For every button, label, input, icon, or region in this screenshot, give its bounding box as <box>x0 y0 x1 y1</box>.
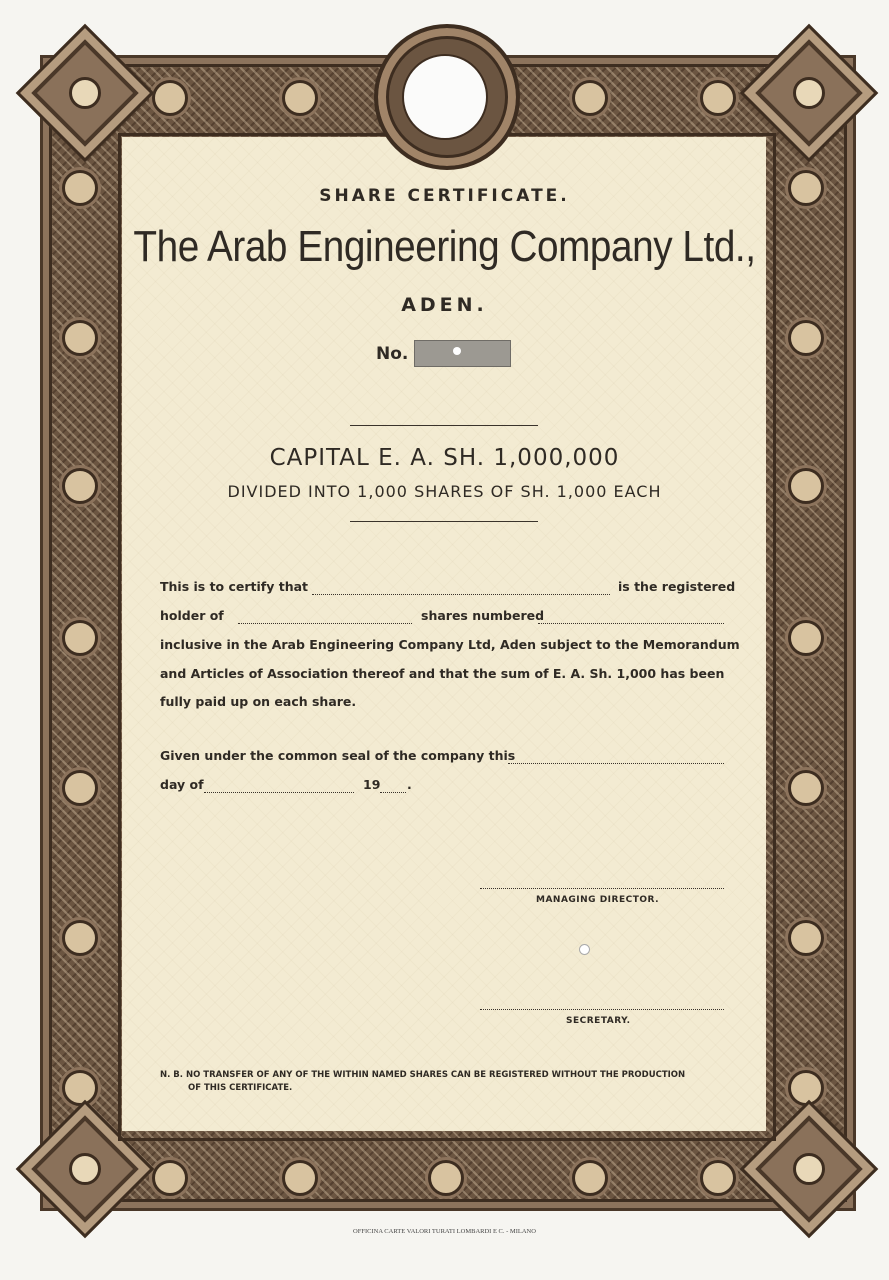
border-rosette-icon <box>152 80 188 116</box>
border-rosette-icon <box>788 320 824 356</box>
border-rosette-icon <box>62 320 98 356</box>
certificate-number-box <box>414 340 511 367</box>
holder-name-field[interactable] <box>312 594 610 595</box>
secretary-label: SECRETARY. <box>566 1016 631 1026</box>
certify-label: This is to certify that <box>160 579 309 594</box>
border-rosette-icon <box>62 1070 98 1106</box>
certificate-body-line: inclusive in the Arab Engineering Company Ltd, Aden subject to the Memorandum <box>160 637 740 652</box>
certificate-panel <box>122 137 766 1131</box>
registered-label: is the registered <box>618 579 736 594</box>
transfer-note-continued: OF THIS CERTIFICATE. <box>188 1083 293 1093</box>
punch-hole-icon <box>453 347 461 355</box>
border-rosette-icon <box>152 1160 188 1196</box>
director-signature-line[interactable] <box>480 888 724 889</box>
border-rosette-icon <box>282 80 318 116</box>
printer-imprint: OFFICINA CARTE VALORI TURATI LOMBARDI E C. - MILANO <box>353 1228 536 1235</box>
divided-line: DIVIDED INTO 1,000 SHARES OF SH. 1,000 EACH <box>227 482 662 501</box>
divider-top <box>350 425 538 426</box>
border-rosette-icon <box>788 920 824 956</box>
medallion-window <box>402 54 488 140</box>
border-rosette-icon <box>62 920 98 956</box>
certificate-body-line: fully paid up on each share. <box>160 694 357 709</box>
day-of-label: day of <box>160 777 204 792</box>
border-rosette-icon <box>700 1160 736 1196</box>
capital-line: CAPITAL E. A. SH. 1,000,000 <box>269 445 620 471</box>
year-suffix: . <box>407 777 412 792</box>
border-rosette-icon <box>788 1070 824 1106</box>
share-numbers-field[interactable] <box>538 623 724 624</box>
divider-bottom <box>350 521 538 522</box>
seal-label: Given under the common seal of the company this <box>160 748 516 763</box>
secretary-signature-line[interactable] <box>480 1009 724 1010</box>
company-name: The Arab Engineering Company Ltd., <box>133 222 756 271</box>
number-label: No. <box>376 344 409 364</box>
certificate-body-line: and Articles of Association thereof and that the sum of E. A. Sh. 1,000 has been <box>160 666 725 681</box>
year-field[interactable] <box>380 792 406 793</box>
shares-numbered-label: shares numbered <box>421 608 545 623</box>
company-city: ADEN. <box>401 294 488 316</box>
month-field[interactable] <box>204 792 354 793</box>
director-label: MANAGING DIRECTOR. <box>536 895 660 905</box>
border-rosette-icon <box>428 1160 464 1196</box>
border-rosette-icon <box>700 80 736 116</box>
border-rosette-icon <box>572 80 608 116</box>
certificate-header: SHARE CERTIFICATE. <box>319 186 570 206</box>
border-rosette-icon <box>62 770 98 806</box>
seal-day-field[interactable] <box>508 763 724 764</box>
border-rosette-icon <box>788 620 824 656</box>
holder-of-label: holder of <box>160 608 224 623</box>
year-prefix: 19 <box>363 777 381 792</box>
shares-count-field[interactable] <box>238 623 412 624</box>
border-rosette-icon <box>282 1160 318 1196</box>
transfer-note: N. B. NO TRANSFER OF ANY OF THE WITHIN NAMED SHARES CAN BE REGISTERED WITHOUT THE PRODUCTION <box>160 1070 686 1080</box>
border-rosette-icon <box>62 620 98 656</box>
punch-hole-icon <box>579 944 590 955</box>
border-rosette-icon <box>572 1160 608 1196</box>
border-rosette-icon <box>788 770 824 806</box>
